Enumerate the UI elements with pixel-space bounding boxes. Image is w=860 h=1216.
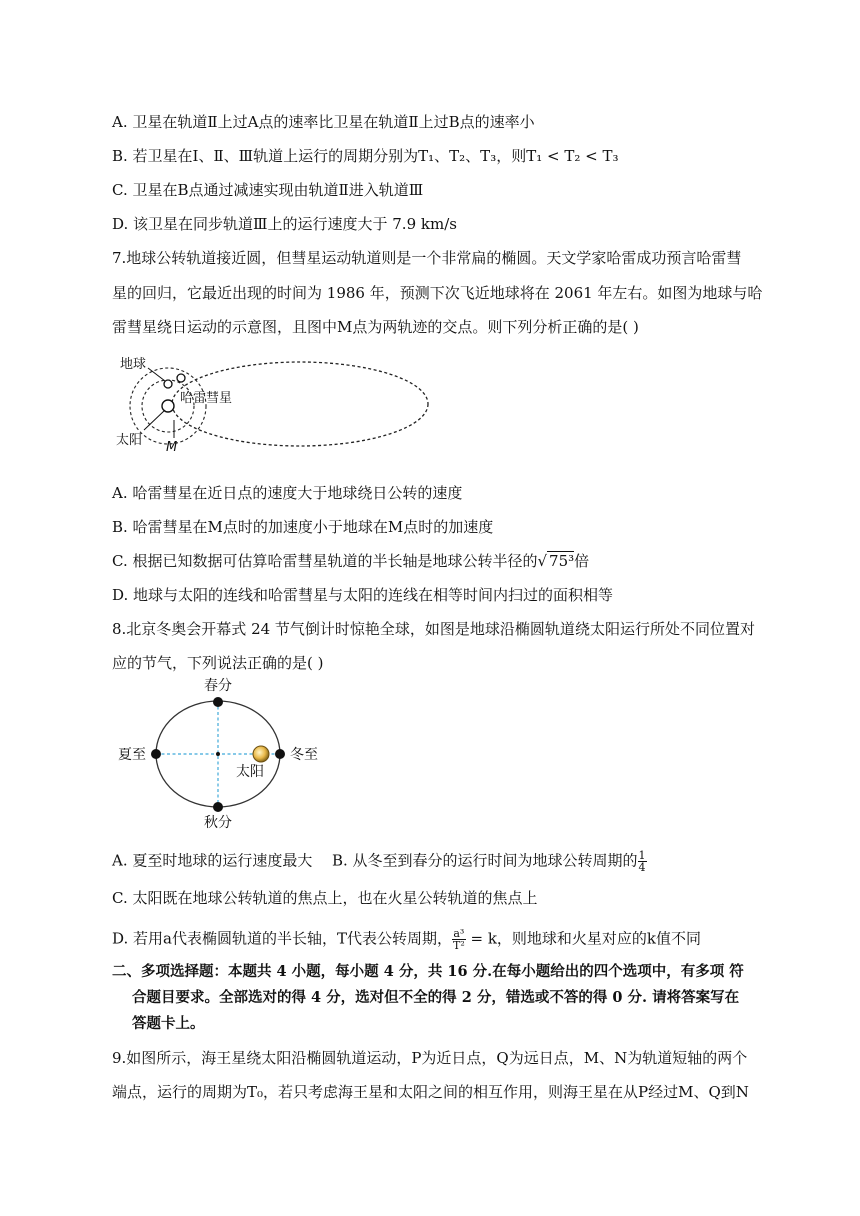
kepler-fraction [452, 928, 466, 951]
sun-icon [253, 746, 269, 762]
q8-option-d [112, 928, 701, 951]
q7-stem-line-3: 雷彗星绕日运动的示意图，且图中M点为两轨迹的交点。则下列分析正确的是( ) [112, 318, 639, 336]
q8-option-b-text: B. 从冬至到春分的运行时间为地球公转周期的 [331, 851, 638, 870]
q9-stem-line-2: 端点，运行的周期为T₀，若只考虑海王星和太阳之间的相互作用，则海王星在从P经过M、Q到N [112, 1083, 749, 1101]
comet-label: 哈雷彗星 [180, 391, 233, 406]
q8-stem-line-1: 8.北京冬奥会开幕式 24 节气倒计时惊艳全球，如图是地球沿椭圆轨道绕太阳运行所处不同位置对 [112, 620, 755, 638]
sun-dot [162, 400, 174, 412]
q7-option-c-tail: 倍 [574, 552, 590, 570]
q9-stem-line-1: 9.如图所示，海王星绕太阳沿椭圆轨道运动，P为近日点，Q为远日点，M、N为轨道短轴的两个 [112, 1049, 748, 1067]
frac-den: 4 [638, 861, 646, 874]
frac-num-a3: a³ [453, 927, 465, 940]
sun-label-8: 太阳 [236, 764, 264, 780]
q6-option-d: D. 该卫星在同步轨道Ⅲ上的运行速度大于 7.9 km/s [112, 215, 457, 233]
spring-equinox-dot [213, 697, 223, 707]
q7-option-c-radicand: 75³ [549, 552, 575, 570]
q7-stem-line-1: 7.地球公转轨道接近圆，但彗星运动轨道则是一个非常扁的椭圆。天文学家哈雷成功预言哈雷彗 [112, 249, 742, 267]
q6-option-c: C. 卫星在B点通过减速实现由轨道Ⅱ进入轨道Ⅲ [112, 181, 424, 199]
q8-option-a: A. 夏至时地球的运行速度最大 [112, 851, 313, 870]
winter-solstice-dot [275, 749, 285, 759]
q7-orbit-figure [110, 350, 440, 460]
section2-line-1: 二、多项选择题：本题共 4 小题，每小题 4 分，共 16 分.在每小题给出的四个选项中，有多项 符 [112, 963, 744, 980]
q7-option-c [112, 551, 589, 571]
quarter-fraction [638, 850, 647, 873]
q8-option-d-pre: D. 若用a代表椭圆轨道的半长轴，T代表公转周期， [112, 929, 452, 948]
q7-option-c-text: C. 根据已知数据可估算哈雷彗星轨道的半长轴是地球公转半径的 [112, 552, 538, 570]
q7-option-b: B. 哈雷彗星在M点时的加速度小于地球在M点时的加速度 [112, 518, 494, 536]
autumn-equinox-dot [213, 802, 223, 812]
q6-option-b: B. 若卫星在Ⅰ、Ⅱ、Ⅲ轨道上运行的周期分别为T₁、T₂、T₃，则T₁ < T₂ < T₃ [112, 147, 619, 165]
q8-stem-line-2: 应的节气，下列说法正确的是( ) [112, 654, 324, 672]
sun-label: 太阳 [116, 433, 143, 448]
spring-label: 春分 [204, 678, 232, 694]
section2-line-2: 合题目要求。全部选对的得 4 分，选对但不全的得 2 分，错选或不答的得 0 分. 请将答案写在 [132, 989, 740, 1006]
frac-num: 1 [638, 849, 646, 862]
summer-solstice-dot [151, 749, 161, 759]
earth-dot [164, 380, 172, 388]
autumn-label: 秋分 [204, 815, 232, 831]
comet-dot [177, 374, 185, 382]
section2-line-3: 答题卡上。 [132, 1015, 205, 1032]
m-label: M [166, 440, 178, 455]
q8-orbit-figure [110, 676, 340, 836]
earth-label: 地球 [120, 357, 147, 372]
summer-label: 夏至 [118, 747, 146, 763]
q7-option-d: D. 地球与太阳的连线和哈雷彗星与太阳的连线在相等时间内扫过的面积相等 [112, 586, 614, 604]
sun-pointer [144, 410, 165, 430]
frac-den-t2: T² [452, 939, 465, 952]
q8-option-c: C. 太阳既在地球公转轨道的焦点上，也在火星公转轨道的焦点上 [112, 889, 538, 907]
q7-option-a: A. 哈雷彗星在近日点的速度大于地球绕日公转的速度 [112, 484, 463, 502]
q8-option-ab [112, 850, 647, 873]
q6-option-a: A. 卫星在轨道Ⅱ上过A点的速率比卫星在轨道Ⅱ上过B点的速率小 [112, 113, 535, 131]
q8-option-d-post: = k，则地球和火星对应的k值不同 [465, 929, 702, 948]
sqrt-sign: √ [537, 552, 548, 570]
winter-label: 冬至 [290, 747, 318, 763]
center-dot [216, 752, 220, 756]
q7-stem-line-2: 星的回归，它最近出现的时间为 1986 年，预测下次飞近地球将在 2061 年左右。如图为地球与哈 [112, 284, 763, 302]
